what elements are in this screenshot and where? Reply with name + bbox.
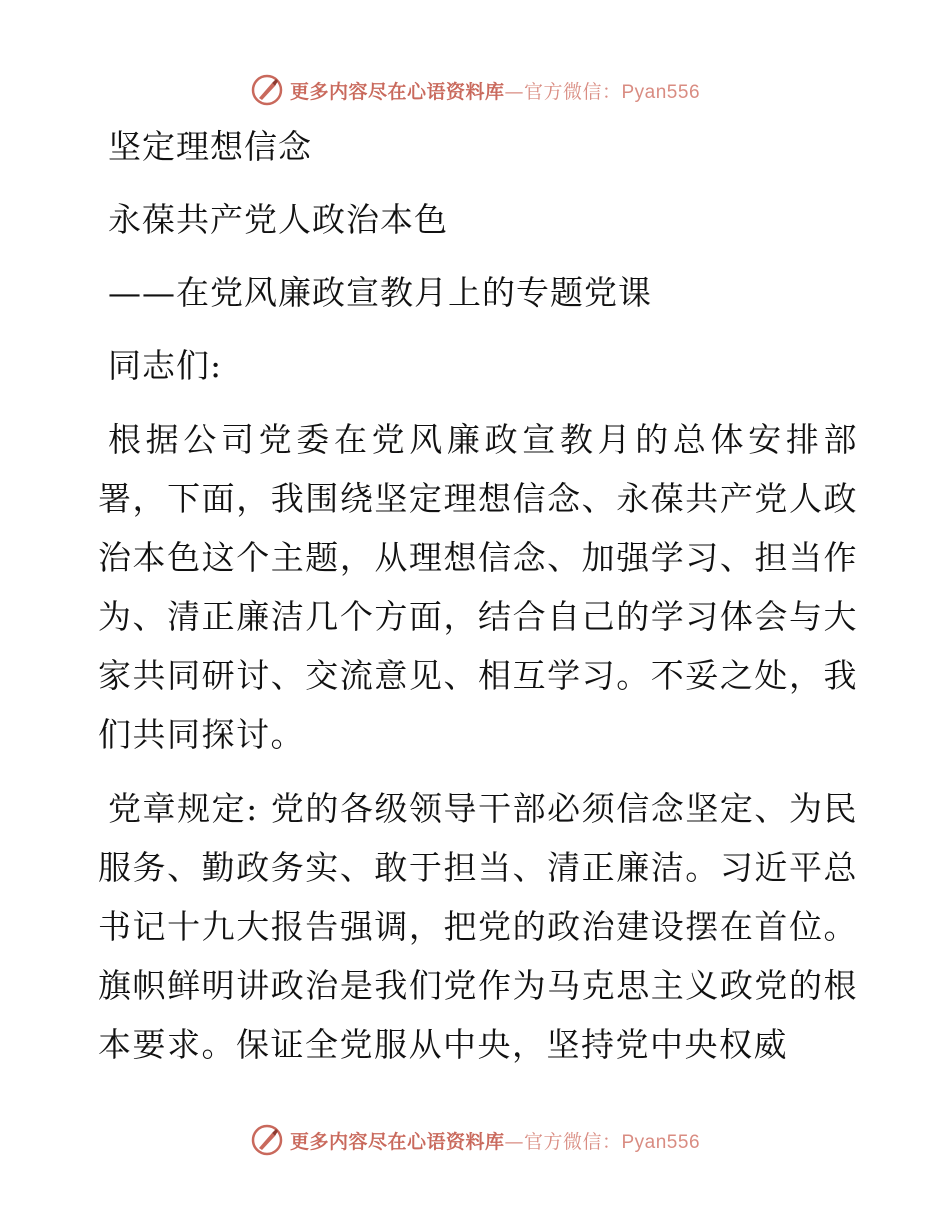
paragraph-intro: 根据公司党委在党风廉政宣教月的总体安排部署，下面，我围绕坚定理想信念、永葆共产党人政治本色这个主题，从理想信念、加强学习、担当作为、清正廉洁几个方面，结合自己的学习体会与大家共同研讨、交流意见、相互学习。不妥之处，我们共同探讨。 (98, 420, 858, 754)
watermark-label: 官方微信： (523, 1130, 622, 1153)
watermark-wechat-id: Pyan556 (621, 81, 701, 103)
watermark-separator: — (504, 1130, 524, 1153)
watermark-wechat-id: Pyan556 (621, 1131, 701, 1153)
paragraph-party-constitution: 党章规定: 党的各级领导干部必须信念坚定、为民服务、勤政务实、敢于担当、清正廉洁。习近平总书记十九大报告强调，把党的政治建设摆在首位。旗帜鲜明讲政治是我们党作为马克思主义政党的根本要求。保证全党服从中央，坚持党中央权威 (98, 789, 858, 1064)
pen-logo-icon (250, 73, 284, 107)
watermark-site: 更多内容尽在心语资料库 (289, 80, 505, 103)
document-body (98, 118, 858, 1089)
watermark-text (290, 1127, 700, 1154)
watermark-separator: — (504, 80, 524, 103)
watermark-site: 更多内容尽在心语资料库 (289, 1130, 505, 1153)
salutation: 同志们: (108, 346, 223, 385)
pen-logo-icon (250, 1123, 284, 1157)
header-watermark (0, 72, 950, 108)
document-subtitle: ——在党风廉政宣教月上的专题党课 (108, 273, 652, 312)
document-title-line1: 坚定理想信念 (108, 127, 312, 166)
document-title-line2: 永葆共产党人政治本色 (108, 200, 448, 239)
watermark-label: 官方微信： (523, 80, 622, 103)
footer-watermark (0, 1122, 950, 1158)
watermark-text (290, 77, 700, 104)
